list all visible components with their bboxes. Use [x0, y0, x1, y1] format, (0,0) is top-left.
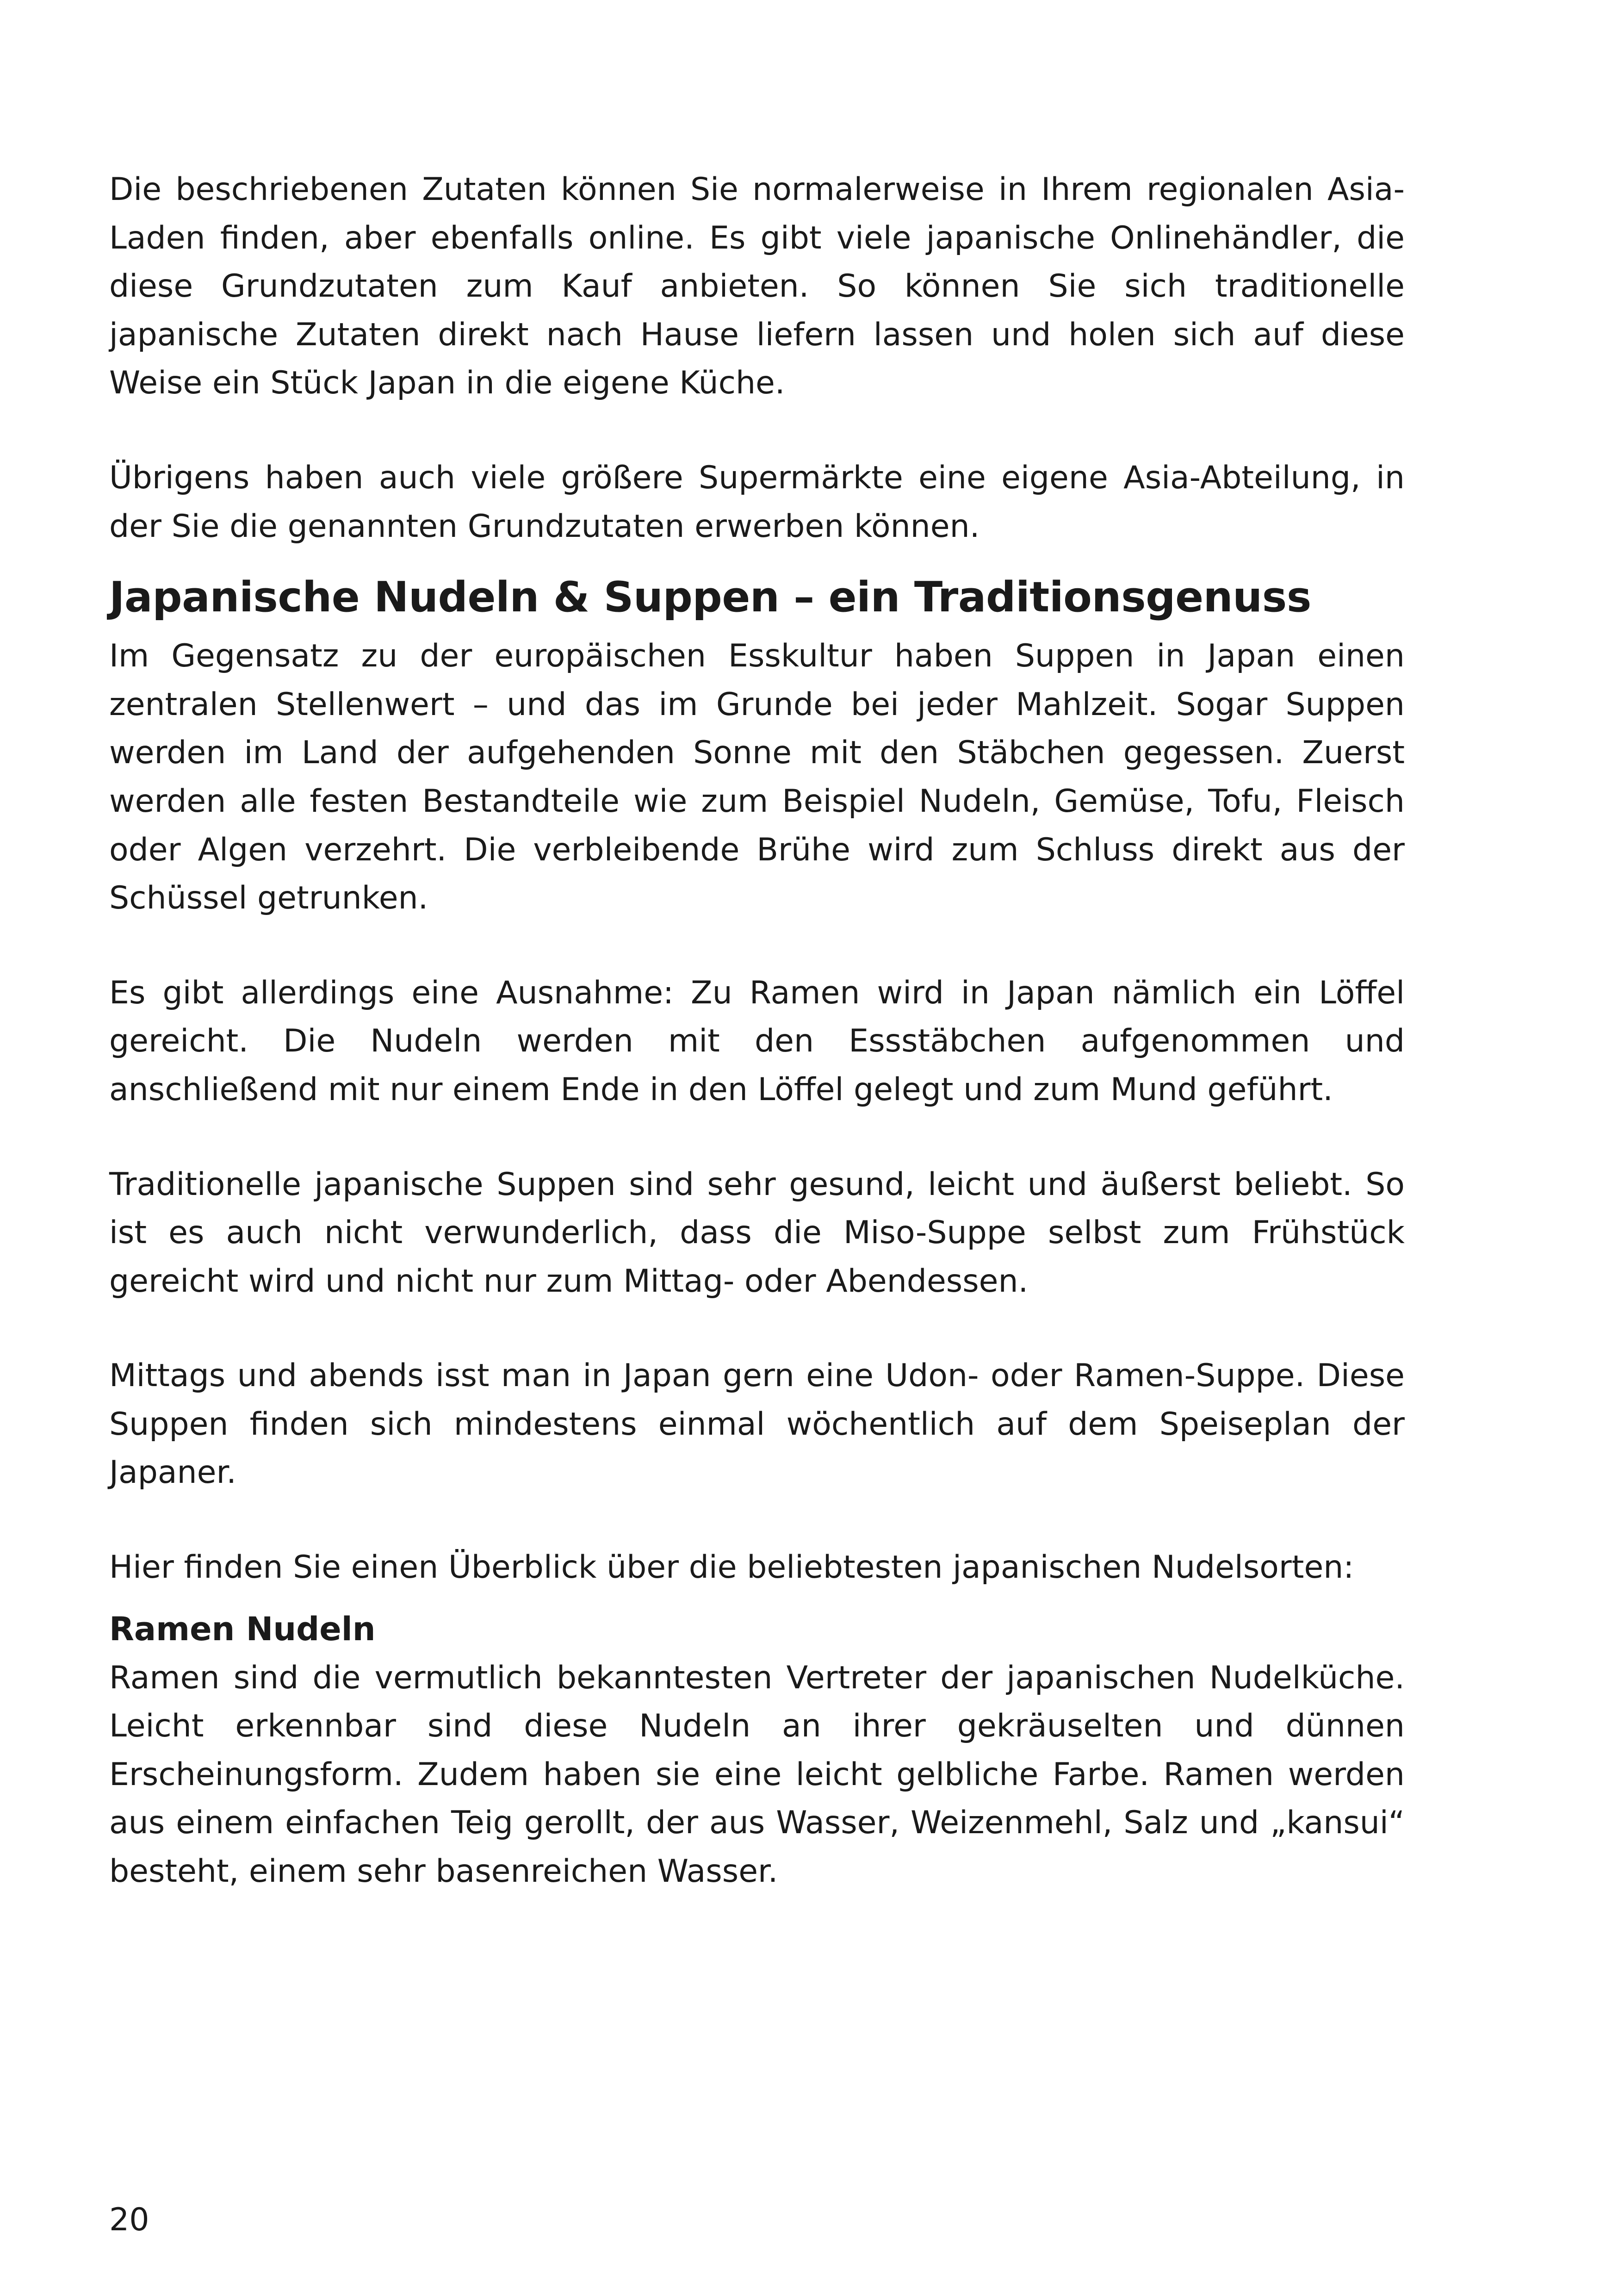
paragraph-spacer — [109, 923, 1405, 969]
page-number: 20 — [109, 2202, 149, 2238]
subheading-ramen: Ramen Nudeln — [109, 1610, 376, 1648]
paragraph-spacer — [109, 1306, 1405, 1352]
section-heading: Japanische Nudeln & Suppen – ein Traditionsgenuss — [109, 573, 1311, 622]
paragraph-spacer — [109, 408, 1405, 454]
paragraph-spacer — [109, 1114, 1405, 1161]
section-paragraph-1: Im Gegensatz zu der europäischen Esskultur haben Suppen in Japan einen zentralen Stellenwert – und das im Grunde bei jeder Mahlzeit. Sogar Suppen werden im Land der aufgehenden Sonne mit den Stäbchen gegessen. Zuerst werden alle festen Bestandteile wie zum Beispiel Nudeln, Gemüse, Tofu, Fleisch oder Algen verzehrt. Die verbleibende Brühe wird zum Schluss direkt aus der Schüssel getrunken. — [109, 638, 1405, 917]
section-paragraph-4: Mittags und abends isst man in Japan gern eine Udon- oder Ramen-Suppe. Diese Suppen finden sich mindestens einmal wöchentlich auf dem Speiseplan der Japaner. — [109, 1357, 1405, 1491]
heading-spacer — [109, 551, 1405, 563]
intro-paragraph-1: Die beschriebenen Zutaten können Sie normalerweise in Ihrem regionalen Asia-Laden finden, aber ebenfalls online. Es gibt viele japanische Onlinehändler, die diese Grundzutaten zum Kauf anbieten. So können Sie sich traditionelle japanische Zutaten direkt nach Hause liefern lassen und holen sich auf diese Weise ein Stück Japan in die eigene Küche. — [109, 171, 1405, 402]
page-content — [109, 166, 1405, 1896]
paragraph-spacer — [109, 1497, 1405, 1543]
section-paragraph-3: Traditionelle japanische Suppen sind sehr gesund, leicht und äußerst beliebt. So ist es auch nicht verwunderlich, dass die Miso-Suppe selbst zum Frühstück gereicht wird und nicht nur zum Mittag- oder Abendessen. — [109, 1166, 1405, 1300]
ramen-paragraph: Ramen sind die vermutlich bekanntesten Vertreter der japanischen Nudelküche. Leicht erkennbar sind diese Nudeln an ihrer gekräuselten und dünnen Erscheinungsform. Zudem haben sie eine leicht gelbliche Farbe. Ramen werden aus einem einfachen Teig gerollt, der aus Wasser, Weizenmehl, Salz und „kansui“ besteht, einem sehr basenreichen Wasser. — [109, 1659, 1405, 1890]
section-paragraph-5: Hier finden Sie einen Überblick über die beliebtesten japanischen Nudelsorten: — [109, 1549, 1354, 1586]
subheading-spacer — [109, 1592, 1405, 1604]
section-paragraph-2: Es gibt allerdings eine Ausnahme: Zu Ramen wird in Japan nämlich ein Löffel gereicht. Die Nudeln werden mit den Essstäbchen aufgenommen und anschließend mit nur einem Ende in den Löffel gelegt und zum Mund geführt. — [109, 974, 1405, 1108]
intro-paragraph-2: Übrigens haben auch viele größere Supermärkte eine eigene Asia-Abteilung, in der Sie die genannten Grundzutaten erwerben können. — [109, 459, 1405, 545]
